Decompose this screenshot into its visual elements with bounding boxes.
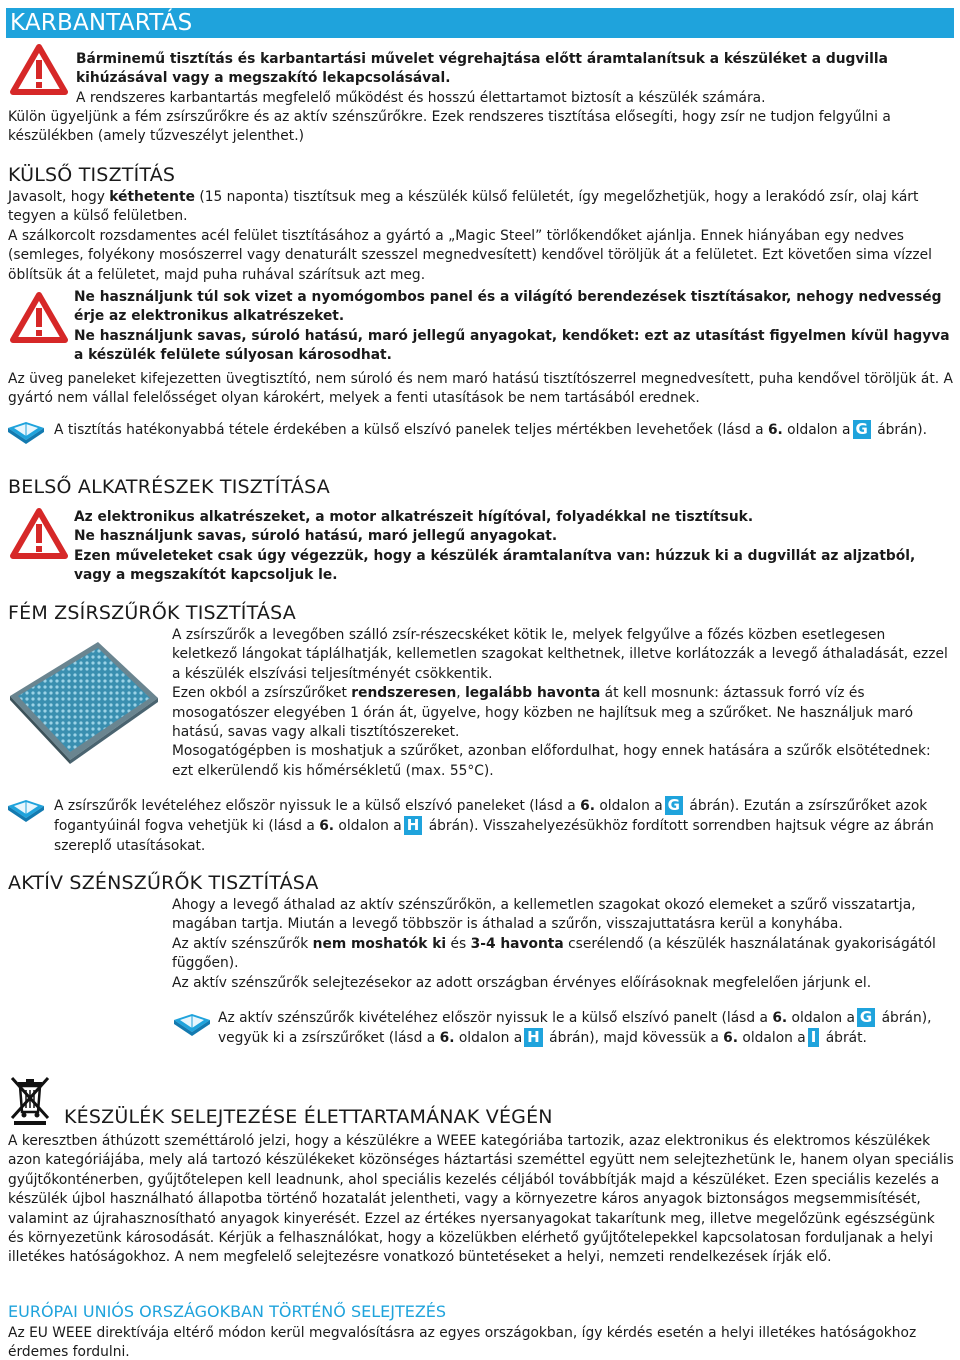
intro-line-3b: Ezek rendszeres tisztítása elősegíti, hogy zsír ne tudjon felgyűlni a készülékben (amely tűzveszélyt jelenthet.) — [8, 109, 891, 145]
warning-triangle-icon — [10, 508, 68, 560]
external-p1b: kéthetente — [109, 189, 195, 205]
carbon-p2a: Az aktív szénszűrők — [172, 935, 313, 952]
grease-p2a: Ezen okból a zsírszűrőket — [172, 685, 352, 702]
figure-label-i: I — [808, 1028, 820, 1047]
figure-label-h: H — [404, 816, 423, 835]
section-title-grease: FÉM ZSÍRSZŰRŐK TISZTÍTÁSA — [8, 602, 296, 624]
grease-p2b: rendszeresen — [351, 685, 457, 702]
grease-note-b: oldalon a — [594, 798, 663, 814]
grease-note-c: ábrán). Ezután a zsírszűrőket azok fogantyúinál fogva vehetjük ki (lásd a — [54, 798, 928, 835]
carbon-note-page1: 6. — [772, 1010, 788, 1026]
grease-p3: Mosogatógépben is moshatjuk a szűrőket, azonban előfordulhat, hogy ennek hatására a szűrők elsötétednek: ezt elkerülendő kis hőmérsékletű (max. 55°C). — [172, 743, 931, 779]
page-title: KARBANTARTÁS — [10, 10, 193, 36]
section-title-carbon: AKTÍV SZÉNSZŰRŐK TISZTÍTÁSA — [8, 872, 319, 894]
intro-warning-text: Bárminemű tisztítás és karbantartási művelet végrehajtása előtt áramtalanítsuk a készüléket a dugvilla kihúzásával vagy a megszakító lekapcsolásával. — [76, 51, 888, 87]
carbon-p2e: cserélendő (a készülék használatának gyakoriságától függően). — [172, 935, 936, 972]
external-body — [8, 188, 954, 285]
grease-p2c: , — [456, 685, 466, 702]
external-p1a: Javasolt, hogy — [8, 189, 110, 205]
intro-warning — [76, 50, 954, 108]
carbon-body — [172, 896, 954, 993]
section-title-disposal: KÉSZÜLÉK SELEJTEZÉSE ÉLETTARTAMÁNAK VÉGÉN — [64, 1106, 553, 1128]
carbon-note-c: ábrán), vegyük ki a zsírszűrőket (lásd a — [218, 1010, 932, 1047]
carbon-p3: Az aktív szénszűrők selejtezésekor az adott országban érvényes előírásoknak megfelelően járjunk el. — [172, 974, 872, 991]
internal-w3: Ezen műveleteket csak úgy végezzük, hogy a készülék áramtalanítva van: húzzuk ki a dugvillát az aljzatból, vagy a megszakítót kapcsoljuk le. — [74, 547, 916, 584]
grease-note-page1: 6. — [580, 798, 595, 814]
intro-line-3 — [8, 108, 954, 147]
carbon-note-page2: 6. — [439, 1030, 455, 1047]
external-warn-2: Ne használjunk savas, súroló hatású, maró jellegű anyagokat, kendőket: ezt az utasítást figyelmen kívül hagyva a készülék felülete súlyosan károsodhat. — [74, 327, 950, 364]
manual-book-icon — [6, 796, 46, 824]
figure-label-g: G — [857, 1008, 875, 1027]
grease-note-d: oldalon a — [334, 818, 402, 835]
warning-triangle-icon — [10, 44, 68, 96]
grease-note-page2: 6. — [319, 818, 335, 835]
carbon-note-a: Az aktív szénszűrők kivételéhez először nyissuk le a külső elszívó panelt (lásd a — [218, 1010, 773, 1026]
external-warn-1: Ne használjunk túl sok vizet a nyomógombos panel és a világító berendezések tisztításakor, nehogy nedvesség érje az elektronikus alkatrészeket. — [74, 289, 942, 325]
grease-p2e: át kell mosnunk: áztassuk forró víz és mosogatószer elegyében 1 órán át, ügyelve, hogy közben ne hajlítsuk meg a szűrőket. Ne használjuk maró hatású, savas vagy alkali tisztítószereket. — [172, 685, 914, 741]
external-warnings — [74, 288, 954, 366]
header-banner — [6, 8, 954, 38]
carbon-p1: Ahogy a levegő áthalad az aktív szénszűrőkön, a kellemetlen szagokat okozó elemeket a szűrő visszatartja, magában tartja. Miután a levegő többször is áthalad a szűrőn, visszajuttatásra kerül a konyhába. — [172, 897, 916, 933]
carbon-note-b: oldalon a — [787, 1010, 855, 1026]
figure-label-g: G — [665, 796, 683, 815]
intro-line-3a: Külön ügyeljünk a fém zsírszűrőkre és az aktív szénszűrőkre. — [8, 109, 428, 125]
weee-bin-icon — [8, 1074, 52, 1126]
external-p3: Az üveg paneleket kifejezetten üvegtisztító, nem súroló és nem maró hatású tisztítószerrel megnedvesített, puha kendővel töröljük át. A gyártó nem vállal felelősséget olyan károkért, melyek a fenti utasítások be nem tartásából erednek. — [8, 371, 953, 407]
carbon-note — [218, 1008, 954, 1049]
carbon-p2c: és — [446, 935, 471, 952]
carbon-p2b: nem moshatók ki — [312, 935, 447, 952]
grease-p1: A zsírszűrők a levegőben szálló zsír-részecskéket kötik le, melyek felgyűlve a főzés közben esetlegesen keletkező lángokat táplálhatják, kellemetlen szagokat kelthetnek, illetve korlátozzák a levegő áthaladását, ezzel a készülék elszívási teljesítményét csökkentik. — [172, 627, 948, 682]
manual-book-icon — [6, 418, 46, 446]
internal-warnings — [74, 508, 954, 586]
external-note — [54, 420, 954, 440]
warning-triangle-icon — [10, 292, 68, 344]
external-note-c: ábrán). — [872, 422, 928, 438]
intro-line-2: A rendszeres karbantartás megfelelő működést és hosszú élettartamot biztosít a készülék számára. — [76, 89, 766, 106]
figure-label-g: G — [853, 420, 871, 439]
section-title-internal: BELSŐ ALKATRÉSZEK TISZTÍTÁSA — [8, 476, 330, 498]
external-p1c: (15 naponta) tisztítsuk meg a készülék külső felületét, így megelőzhetjük, hogy a lerakódó zsír, olaj kárt tegyen a külső felületben. — [8, 189, 919, 225]
figure-label-h: H — [524, 1028, 543, 1047]
carbon-note-f: oldalon a — [738, 1030, 806, 1047]
grease-note-e: ábrán). Visszahelyezésükhöz fordított sorrendben hajtsuk végre az ábrán szereplő utasításokat. — [54, 818, 934, 854]
carbon-note-d: oldalon a — [454, 1030, 523, 1047]
carbon-p2d: 3-4 havonta — [470, 935, 564, 952]
carbon-note-g: ábrát. — [821, 1030, 867, 1047]
eu-p1: Az EU WEEE direktívája eltérő módon kerül megvalósításra az egyes országokban, így kérdés esetén a helyi illetékes hatóságokhoz érdemes fordulni. — [8, 1325, 917, 1360]
internal-w1: Az elektronikus alkatrészeket, a motor alkatrészeit hígítóval, folyadékkal ne tisztítsuk. — [74, 509, 754, 525]
grease-note-a: A zsírszűrők levételéhez először nyissuk le a külső elszívó paneleket (lásd a — [54, 798, 581, 814]
grease-p2d: legalább havonta — [465, 685, 601, 702]
section-title-eu: EURÓPAI UNIÓS ORSZÁGOKBAN TÖRTÉNŐ SELEJTEZÉS — [8, 1302, 447, 1321]
carbon-note-page3: 6. — [723, 1030, 739, 1047]
grease-note — [54, 796, 954, 856]
carbon-note-e: ábrán), majd kövessük a — [544, 1030, 724, 1047]
manual-book-icon — [172, 1010, 212, 1038]
external-note-page: 6. — [767, 422, 783, 438]
internal-w2: Ne használjunk savas, súroló hatású, maró jellegű anyagokat. — [74, 528, 558, 545]
section-title-external: KÜLSŐ TISZTÍTÁS — [8, 164, 176, 186]
external-note-a: A tisztítás hatékonyabbá tétele érdekében a külső elszívó panelek teljes mértékben levehetőek (lásd a — [54, 422, 768, 438]
external-note-b: oldalon a — [782, 422, 851, 438]
grease-body — [172, 626, 954, 781]
grease-filter-illustration — [6, 636, 162, 766]
external-p2: A szálkorcolt rozsdamentes acél felület tisztításához a gyártó a „Magic Steel” törlőkendőket ajánlja. Ennek hiányában egy nedves (semleges, folyékony mosószerrel vagy denaturált szesszel megnedvesített) kendővel töröljük át a felületet. Ezt követően sima vízzel öblítsük át a felületet, majd puha ruhával szárítsuk azt meg. — [8, 227, 932, 283]
disposal-p1: A keresztben áthúzott szeméttároló jelzi, hogy a készülékre a WEEE kategóriába tartozik, azaz elektronikus és elektromos készülékek azon kategóriájába, mely alá tartozó készülékeket közönséges háztartási szeméttel együtt nem selejtezhetünk le, hanem olyan speciális gyűjtőkonténerben, gyűjtőtelepen kell leadnunk, ahol speciális kezelés céljából továbbítják majd a készüléket. Ezen speciális kezelés a készülék újbol használható állapotba történő hozatalát jelentheti, vagy a környezetre káros anyagok biztonságos megsemmisítését, valamint az újrahasznosítható anyagok kinyerését. Ezzel az értékes nyersanyagokat takarítunk meg, illetve megelőzünk egészségünk és környezetünk károsodását. Kérjük a felhasználókat, hogy a közelükben elérhető gyűjtőtelepekkel kapcsolatosan forduljanak a helyi illetékes hatóságokhoz. A nem megfelelő selejtezésre vonatkozó büntetéseket a helyi, nemzeti rendelkezések írják elő. — [8, 1133, 954, 1266]
